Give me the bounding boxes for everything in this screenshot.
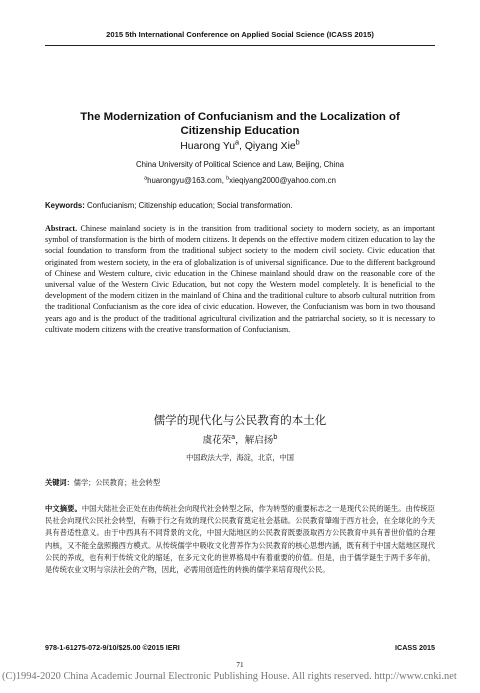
author-superscript: b — [295, 137, 300, 147]
chinese-author-line — [45, 432, 435, 446]
page-number: 71 — [236, 661, 244, 669]
keywords-label: Keywords: — [45, 201, 85, 210]
author-name: Qiyang Xie — [244, 141, 296, 152]
paper-title-line1: The Modernization of Confucianism and the Localization of — [80, 111, 400, 123]
author-name: Huarong Yu — [180, 141, 235, 152]
email-address: huarongyu@163.com, — [147, 176, 227, 185]
chinese-author-name: 虞花荣 — [202, 435, 232, 446]
author-superscript: a — [231, 432, 236, 441]
chinese-keywords — [45, 478, 435, 488]
author-separator: ， — [235, 435, 245, 446]
keywords-text: Confucianism; Citizenship education; Social transformation. — [84, 201, 293, 210]
author-line — [45, 137, 435, 152]
footer-isbn: 978-1-61275-072-9/10/$25.00 ©2015 IERI — [45, 643, 180, 652]
header-rule — [45, 45, 435, 46]
affiliation: China University of Political Science and Law, Beijing, China — [135, 160, 345, 169]
keywords — [45, 201, 435, 210]
abstract-text: Chinese mainland society is in the transition from traditional society to modern society, as an important symbol of transformation is the birth of modern citizens. It depends on the effective modern citizen education to lay the social foundation to transform from the traditional subject society to the modern civil society. Civic education that originated from western society, in the era of globalization is of universal significance. Due to the different background of Chinese and Western culture, civic education in the Chinese mainland should draw on the reasonable core of the universal value of the Western Civic Education, but not copy the Western model completely. It is beneficial to the development of the modern citizen in the mainland of China and the traditional culture to absorb cultural nutrition from the traditional Confucianism as the core idea of civic education. However, the Confucianism was born in two thousand years ago and is the product of the traditional agricultural civilization and the patriarchal society, so it is necessary to cultivate modern citizens with the creative transformation of Confucianism. — [45, 224, 435, 334]
chinese-keywords-text: 儒学；公民教育；社会转型 — [73, 478, 161, 487]
paper-title — [45, 110, 435, 138]
chinese-affiliation: 中国政法大学，海淀，北京，中国 — [186, 453, 294, 462]
chinese-abstract — [45, 503, 435, 576]
footer-conference: ICASS 2015 — [395, 643, 435, 652]
email-address: xieqiyang2000@yahoo.com.cn — [229, 176, 336, 185]
conference-header: 2015 5th International Conference on Applied Social Science (ICASS 2015) — [106, 30, 374, 39]
email-line — [45, 176, 435, 185]
copyright-notice: (C)1994-2020 China Academic Journal Electronic Publishing House. All rights reserved. http://www.cnki.net — [2, 671, 457, 682]
chinese-abstract-label: 中文摘要。 — [45, 504, 82, 513]
chinese-title: 儒学的现代化与公民教育的本土化 — [153, 413, 327, 427]
abstract — [45, 223, 435, 335]
email-superscript: a — [144, 175, 148, 182]
email-superscript: b — [226, 175, 230, 182]
abstract-label: Abstract. — [45, 224, 78, 233]
chinese-abstract-text: 中国大陆社会正处在由传统社会向现代社会转型之际，作为转型的重要标志之一是现代公民的诞生。由传统臣民社会向现代公民社会转型，有赖于行之有效的现代公民教育奠定社会基础。公民教育肇端于西方社会，在全球化的今天具有普适性意义。由于中西具有不同背景的文化，中国大陆地区的公民教育既要汲取西方公民教育中具有普世价值的合理内核，又不能全盘照搬西方模式。从传统儒学中吸收文化营养作为公民教育的核心思想内涵，既有利于中国大陆地区现代公民的养成，也有利于传统文化的缩延，在多元文化的世界格局中有着重要的价值。但是，由于儒学诞生于两千多年前，是传统农业文明与宗法社会的产物，因此，必需用创造性的转换的儒学来培育现代公民。 — [45, 504, 436, 575]
chinese-author-name: 解启扬 — [244, 435, 274, 446]
paper-title-line2: Citizenship Education — [180, 125, 300, 137]
author-separator: , — [239, 141, 245, 152]
author-superscript: a — [235, 137, 240, 147]
author-superscript: b — [273, 432, 278, 441]
chinese-keywords-label: 关键词： — [45, 478, 74, 487]
page-footer — [45, 643, 435, 652]
